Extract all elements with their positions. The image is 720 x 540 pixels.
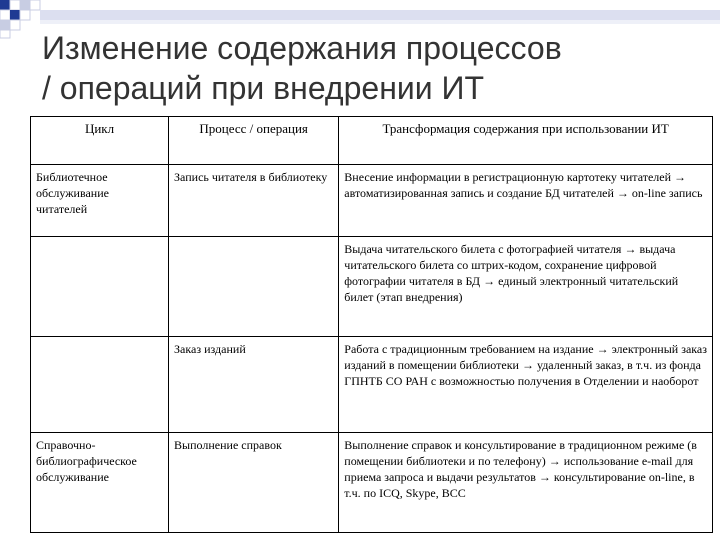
cell-process: Заказ изданий xyxy=(169,337,339,433)
deco-square xyxy=(0,30,10,38)
process-table xyxy=(30,116,713,533)
deco-square xyxy=(10,10,20,20)
deco-square xyxy=(10,0,20,10)
deco-square xyxy=(30,0,40,10)
cell-process: Выполнение справок xyxy=(169,433,339,533)
deco-bar xyxy=(40,10,720,20)
header-process: Процесс / операция xyxy=(169,117,339,165)
deco-bar-light xyxy=(40,20,720,24)
deco-square xyxy=(10,20,20,30)
table-header-row xyxy=(31,117,713,165)
cell-process xyxy=(169,237,339,337)
cell-process: Запись читателя в библиотеку xyxy=(169,165,339,237)
cell-cycle xyxy=(31,237,169,337)
deco-square xyxy=(0,10,10,20)
cell-transformation: Выполнение справок и консультирование в традиционном режиме (в помещении библиотеки и по телефону) → использование e-mail для приема запроса и выдачи результатов → консультирование on-line, в т.ч. по ICQ, Skype, ВСС xyxy=(339,433,713,533)
table-row xyxy=(31,337,713,433)
deco-square xyxy=(20,0,30,10)
cell-transformation: Внесение информации в регистрационную картотеку читателей → автоматизированная запись и создание БД читателей → on-line запись xyxy=(339,165,713,237)
page-title xyxy=(42,28,712,108)
header-transformation: Трансформация содержания при использовании ИТ xyxy=(339,117,713,165)
cell-cycle xyxy=(31,337,169,433)
deco-square xyxy=(20,10,30,20)
cell-cycle: Библиотечное обслуживание читателей xyxy=(31,165,169,237)
table-row xyxy=(31,165,713,237)
cell-transformation: Выдача читательского билета с фотографией читателя → выдача читательского билета со штрих-кодом, сохранение цифровой фотографии читателя в БД → единый электронный читательский билет (этап внедрения) xyxy=(339,237,713,337)
table-row xyxy=(31,433,713,533)
title-line-2: / операций при внедрении ИТ xyxy=(42,70,485,106)
deco-square xyxy=(0,0,10,10)
header-cycle: Цикл xyxy=(31,117,169,165)
cell-transformation: Работа с традиционным требованием на издание → электронный заказ изданий в помещении библиотеки → удаленный заказ, в т.ч. из фонда ГПНТБ СО РАН с возможностью получения в Отделении и наоборот xyxy=(339,337,713,433)
table-row xyxy=(31,237,713,337)
deco-square xyxy=(0,20,10,30)
title-line-1: Изменение содержания процессов xyxy=(42,30,562,66)
cell-cycle: Справочно-библиографическое обслуживание xyxy=(31,433,169,533)
